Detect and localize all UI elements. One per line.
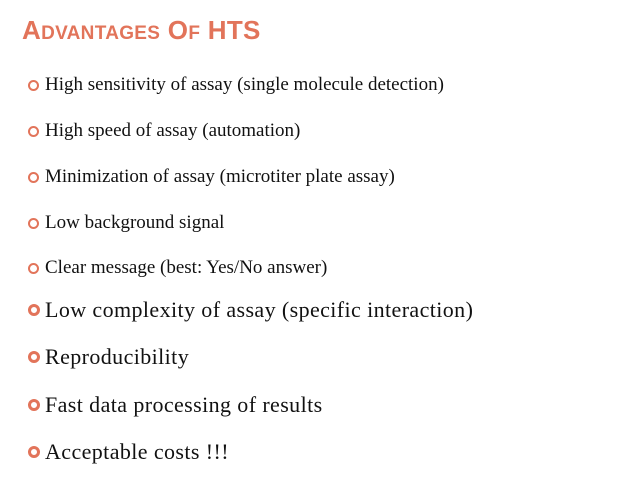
bullet-item xyxy=(28,120,300,142)
circle-bullet-icon xyxy=(28,126,39,137)
bullet-text: Clear message (best: Yes/No answer) xyxy=(45,257,328,278)
circle-bullet-icon xyxy=(28,218,39,229)
bullet-text: High speed of assay (automation) xyxy=(45,120,301,141)
title-hts: HTS xyxy=(207,15,261,45)
bullet-item xyxy=(28,392,323,418)
bullet-text: Low background signal xyxy=(45,212,225,233)
bullet-text: Fast data processing of results xyxy=(45,392,323,417)
bullet-text: Reproducibility xyxy=(45,344,190,369)
bullet-item xyxy=(28,212,224,234)
circle-bullet-icon xyxy=(28,351,40,363)
bullet-item xyxy=(28,439,229,465)
circle-bullet-icon xyxy=(28,304,40,316)
bullet-item xyxy=(28,166,395,188)
title-rest-dvantages: DVANTAGES xyxy=(41,23,161,44)
bullet-item xyxy=(28,74,444,96)
circle-bullet-icon xyxy=(28,80,39,91)
bullet-text: High sensitivity of assay (single molecule detection) xyxy=(45,74,444,95)
title-cap-a: A xyxy=(22,15,42,45)
bullet-item xyxy=(28,257,327,279)
circle-bullet-icon xyxy=(28,172,39,183)
circle-bullet-icon xyxy=(28,263,39,274)
bullet-text: Acceptable costs !!! xyxy=(45,439,229,464)
circle-bullet-icon xyxy=(28,399,40,411)
bullet-item xyxy=(28,297,473,323)
bullet-text: Low complexity of assay (specific interaction) xyxy=(45,297,474,322)
title-cap-o: O xyxy=(167,15,189,45)
title-rest-f: F xyxy=(188,23,201,44)
bullet-text: Minimization of assay (microtiter plate assay) xyxy=(45,166,395,187)
bullet-item xyxy=(28,344,189,370)
circle-bullet-icon xyxy=(28,446,40,458)
